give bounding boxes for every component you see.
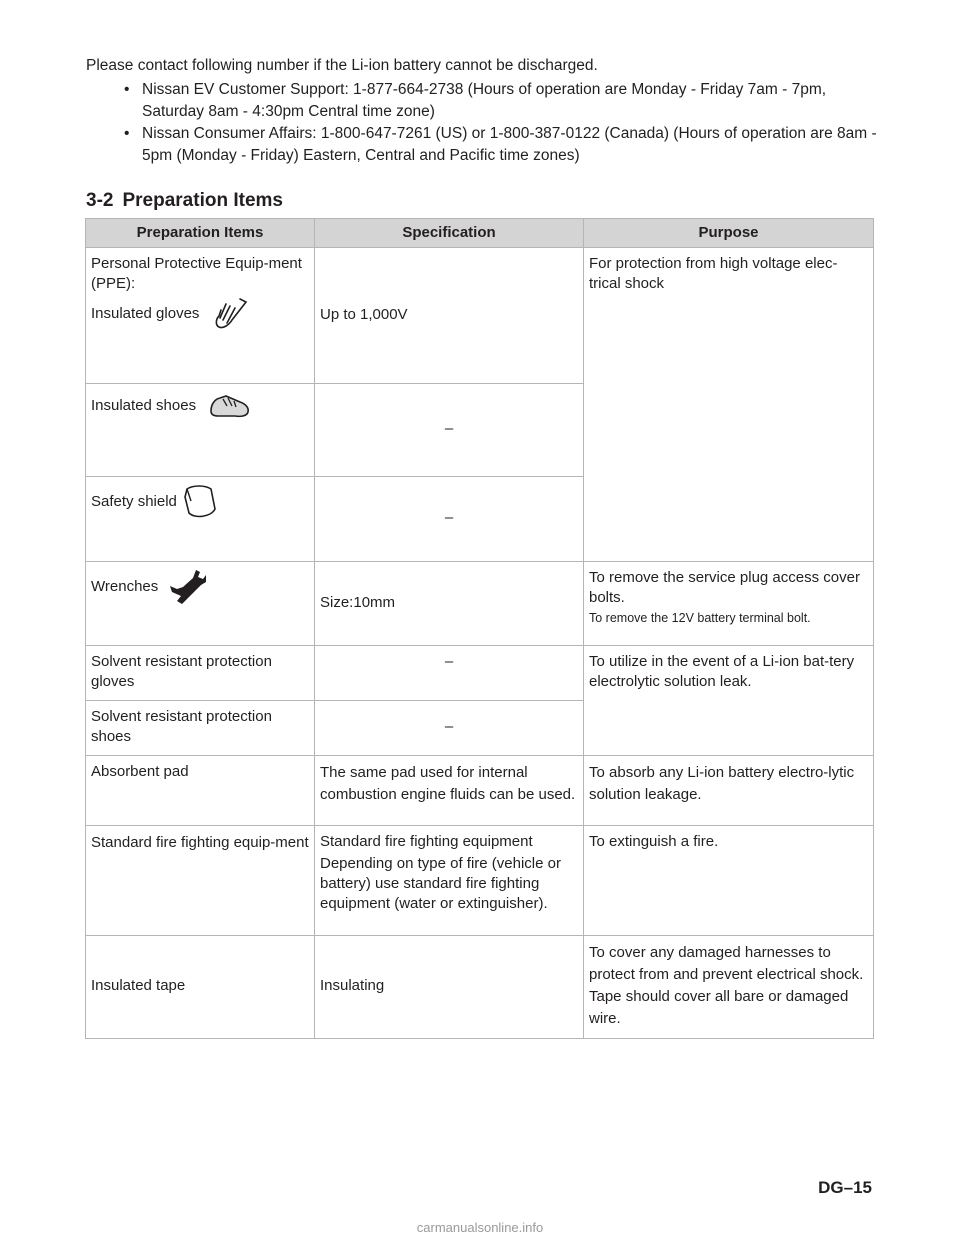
table-row [86,248,874,384]
table-row [86,562,874,646]
section-heading: Preparation Items [122,190,283,211]
wrenches-spec-cell: Size:10mm [315,562,584,646]
table-row [86,826,874,936]
shoe-icon [206,390,252,422]
intro-lead: Please contact following number if the Li-ion battery cannot be discharged. [86,57,598,74]
wrenches-purpose-note: To remove the 12V battery terminal bolt. [589,611,811,625]
watermark: carmanualsonline.info [416,1220,544,1235]
wrenches-purpose-cell [584,562,874,646]
shield-spec-cell: – [315,477,584,562]
tape-purpose-cell: To cover any damaged harnesses to protect from and prevent electrical shock. Tape should cover all bare or damaged wire. [584,936,874,1039]
shield-item-cell [86,477,315,562]
tape-spec-cell: Insulating [315,936,584,1039]
glove-icon [210,296,252,332]
contact-item: • Nissan Consumer Affairs: 1-800-647-7261 (US) or 1-800-387-0122 (Canada) (Hours of operation are 8am - 5pm (Monday - Friday) Eastern, Central and Pacific time zones) [124,125,877,164]
intro-block [86,55,886,167]
fire-purpose-cell: To extinguish a fire. [584,826,874,936]
table-header-row [86,219,874,248]
contact-list [86,79,886,167]
bullet: • [124,81,130,98]
header-specification: Specification [315,219,584,248]
table-row [86,646,874,701]
solvent-purpose-cell: To utilize in the event of a Li-ion bat-tery electrolytic solution leak. [584,646,874,756]
contact-item: • Nissan EV Customer Support: 1-877-664-2738 (Hours of operation are Monday - Friday 7am - 7pm, Saturday 8am - 4:30pm Central time zone) [124,81,827,120]
page-number: DG–15 [818,1178,872,1197]
wrench-icon [168,568,208,606]
absorbent-purpose-cell: To absorb any Li-ion battery electro-lytic solution leakage. [584,756,874,826]
solvent-gloves-spec-cell: – [315,646,584,701]
fire-spec: Standard fire fighting equipment [320,833,533,850]
solvent-gloves-cell: Solvent resistant protection gloves [86,646,315,701]
section-number: 3-2 [86,190,114,211]
shoes-item-cell [86,384,315,477]
header-purpose: Purpose [584,219,874,248]
safety-shield-label: Safety shield [91,492,177,510]
fire-spec-detail: Depending on type of fire (vehicle or battery) use standard fire fighting equipment (water or extinguisher). [320,855,561,912]
wrenches-label: Wrenches [91,577,159,595]
section-title [86,190,283,212]
solvent-shoes-cell: Solvent resistant protection shoes [86,701,315,756]
wrenches-item-cell [86,562,315,646]
table-row [86,936,874,1039]
bullet: • [124,125,130,142]
insulated-gloves-label: Insulated gloves [91,304,200,322]
tape-item-cell: Insulated tape [86,936,315,1039]
gloves-spec-cell: Up to 1,000V [315,248,584,384]
table-row [86,756,874,826]
header-preparation-items: Preparation Items [86,219,315,248]
ppe-item-cell [86,248,315,384]
insulated-shoes-label: Insulated shoes [91,396,197,414]
absorbent-spec-cell: The same pad used for internal combustion engine fluids can be used. [315,756,584,826]
fire-item-cell: Standard fire fighting equip-ment [86,826,315,936]
absorbent-item-cell: Absorbent pad [86,756,315,826]
fire-spec-cell [315,826,584,936]
solvent-shoes-spec-cell: – [315,701,584,756]
ppe-heading: Personal Protective Equip-ment (PPE): [91,255,302,292]
shoes-spec-cell: – [315,384,584,477]
preparation-items-table [85,218,874,1039]
wrenches-purpose: To remove the service plug access cover bolts. [589,569,860,606]
face-shield-icon [181,483,221,521]
ppe-purpose-cell: For protection from high voltage elec-trical shock [584,248,874,562]
